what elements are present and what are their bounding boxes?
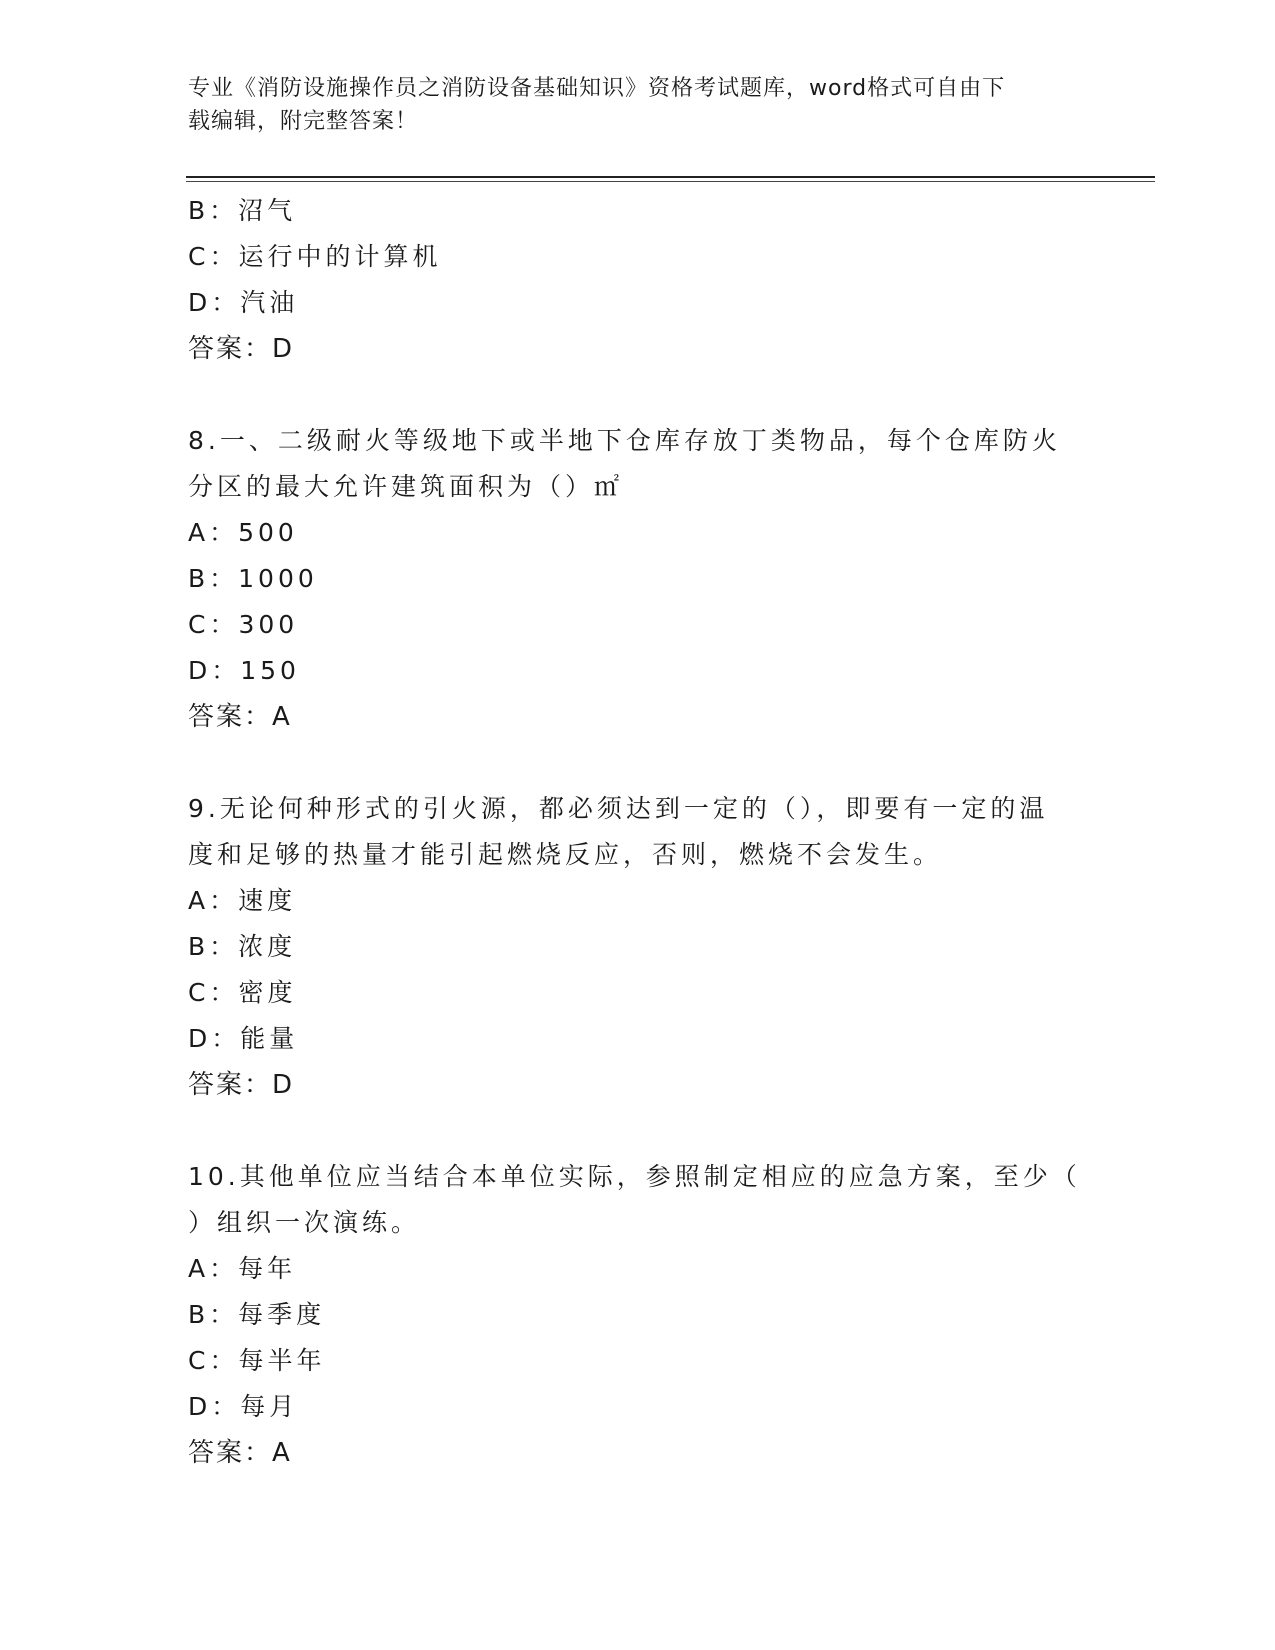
option-c: C：密度 [188, 978, 297, 1007]
document-header [188, 72, 1068, 138]
question-text-line-2: 度和足够的热量才能引起燃烧反应，否则，燃烧不会发生。 [188, 840, 943, 869]
question-9 [188, 786, 1088, 1108]
option-c: C：运行中的计算机 [188, 242, 442, 271]
option-c: C：每半年 [188, 1346, 326, 1375]
question-10 [188, 1154, 1088, 1476]
option-b: B：每季度 [188, 1300, 326, 1329]
question-list [188, 188, 1088, 1476]
header-line-1: 专业《消防设施操作员之消防设备基础知识》资格考试题库，word格式可自由下 [188, 76, 1006, 101]
answer-label: 答案：D [188, 1070, 295, 1100]
option-b: B：沼气 [188, 196, 297, 225]
question-7-continued [188, 188, 1088, 372]
answer-label: 答案：A [188, 1438, 292, 1468]
option-d: D：汽油 [188, 288, 299, 317]
option-b: B：浓度 [188, 932, 297, 961]
answer-label: 答案：D [188, 334, 295, 364]
option-c: C：300 [188, 610, 299, 639]
question-text-line-1: 10.其他单位应当结合本单位实际，参照制定相应的应急方案，至少（ [188, 1162, 1081, 1191]
question-8 [188, 418, 1088, 740]
header-divider-thin [186, 181, 1155, 182]
option-a: A：500 [188, 518, 298, 547]
question-text-line-2: 分区的最大允许建筑面积为（）㎡ [188, 472, 624, 501]
spacer [188, 372, 1088, 418]
option-a: A：每年 [188, 1254, 297, 1283]
option-b: B：1000 [188, 564, 318, 593]
header-divider-thick [186, 176, 1155, 178]
question-text-line-2: ）组织一次演练。 [188, 1208, 421, 1237]
question-text-line-1: 9.无论何种形式的引火源，都必须达到一定的（），即要有一定的温 [188, 794, 1049, 823]
spacer [188, 740, 1088, 786]
answer-label: 答案：A [188, 702, 292, 732]
header-line-2: 载编辑，附完整答案！ [188, 109, 419, 134]
option-a: A：速度 [188, 886, 297, 915]
option-d: D：150 [188, 656, 300, 685]
question-text-line-1: 8.一、二级耐火等级地下或半地下仓库存放丁类物品，每个仓库防火 [188, 426, 1061, 455]
option-d: D：能量 [188, 1024, 299, 1053]
spacer [188, 1108, 1088, 1154]
option-d: D：每月 [188, 1392, 299, 1421]
